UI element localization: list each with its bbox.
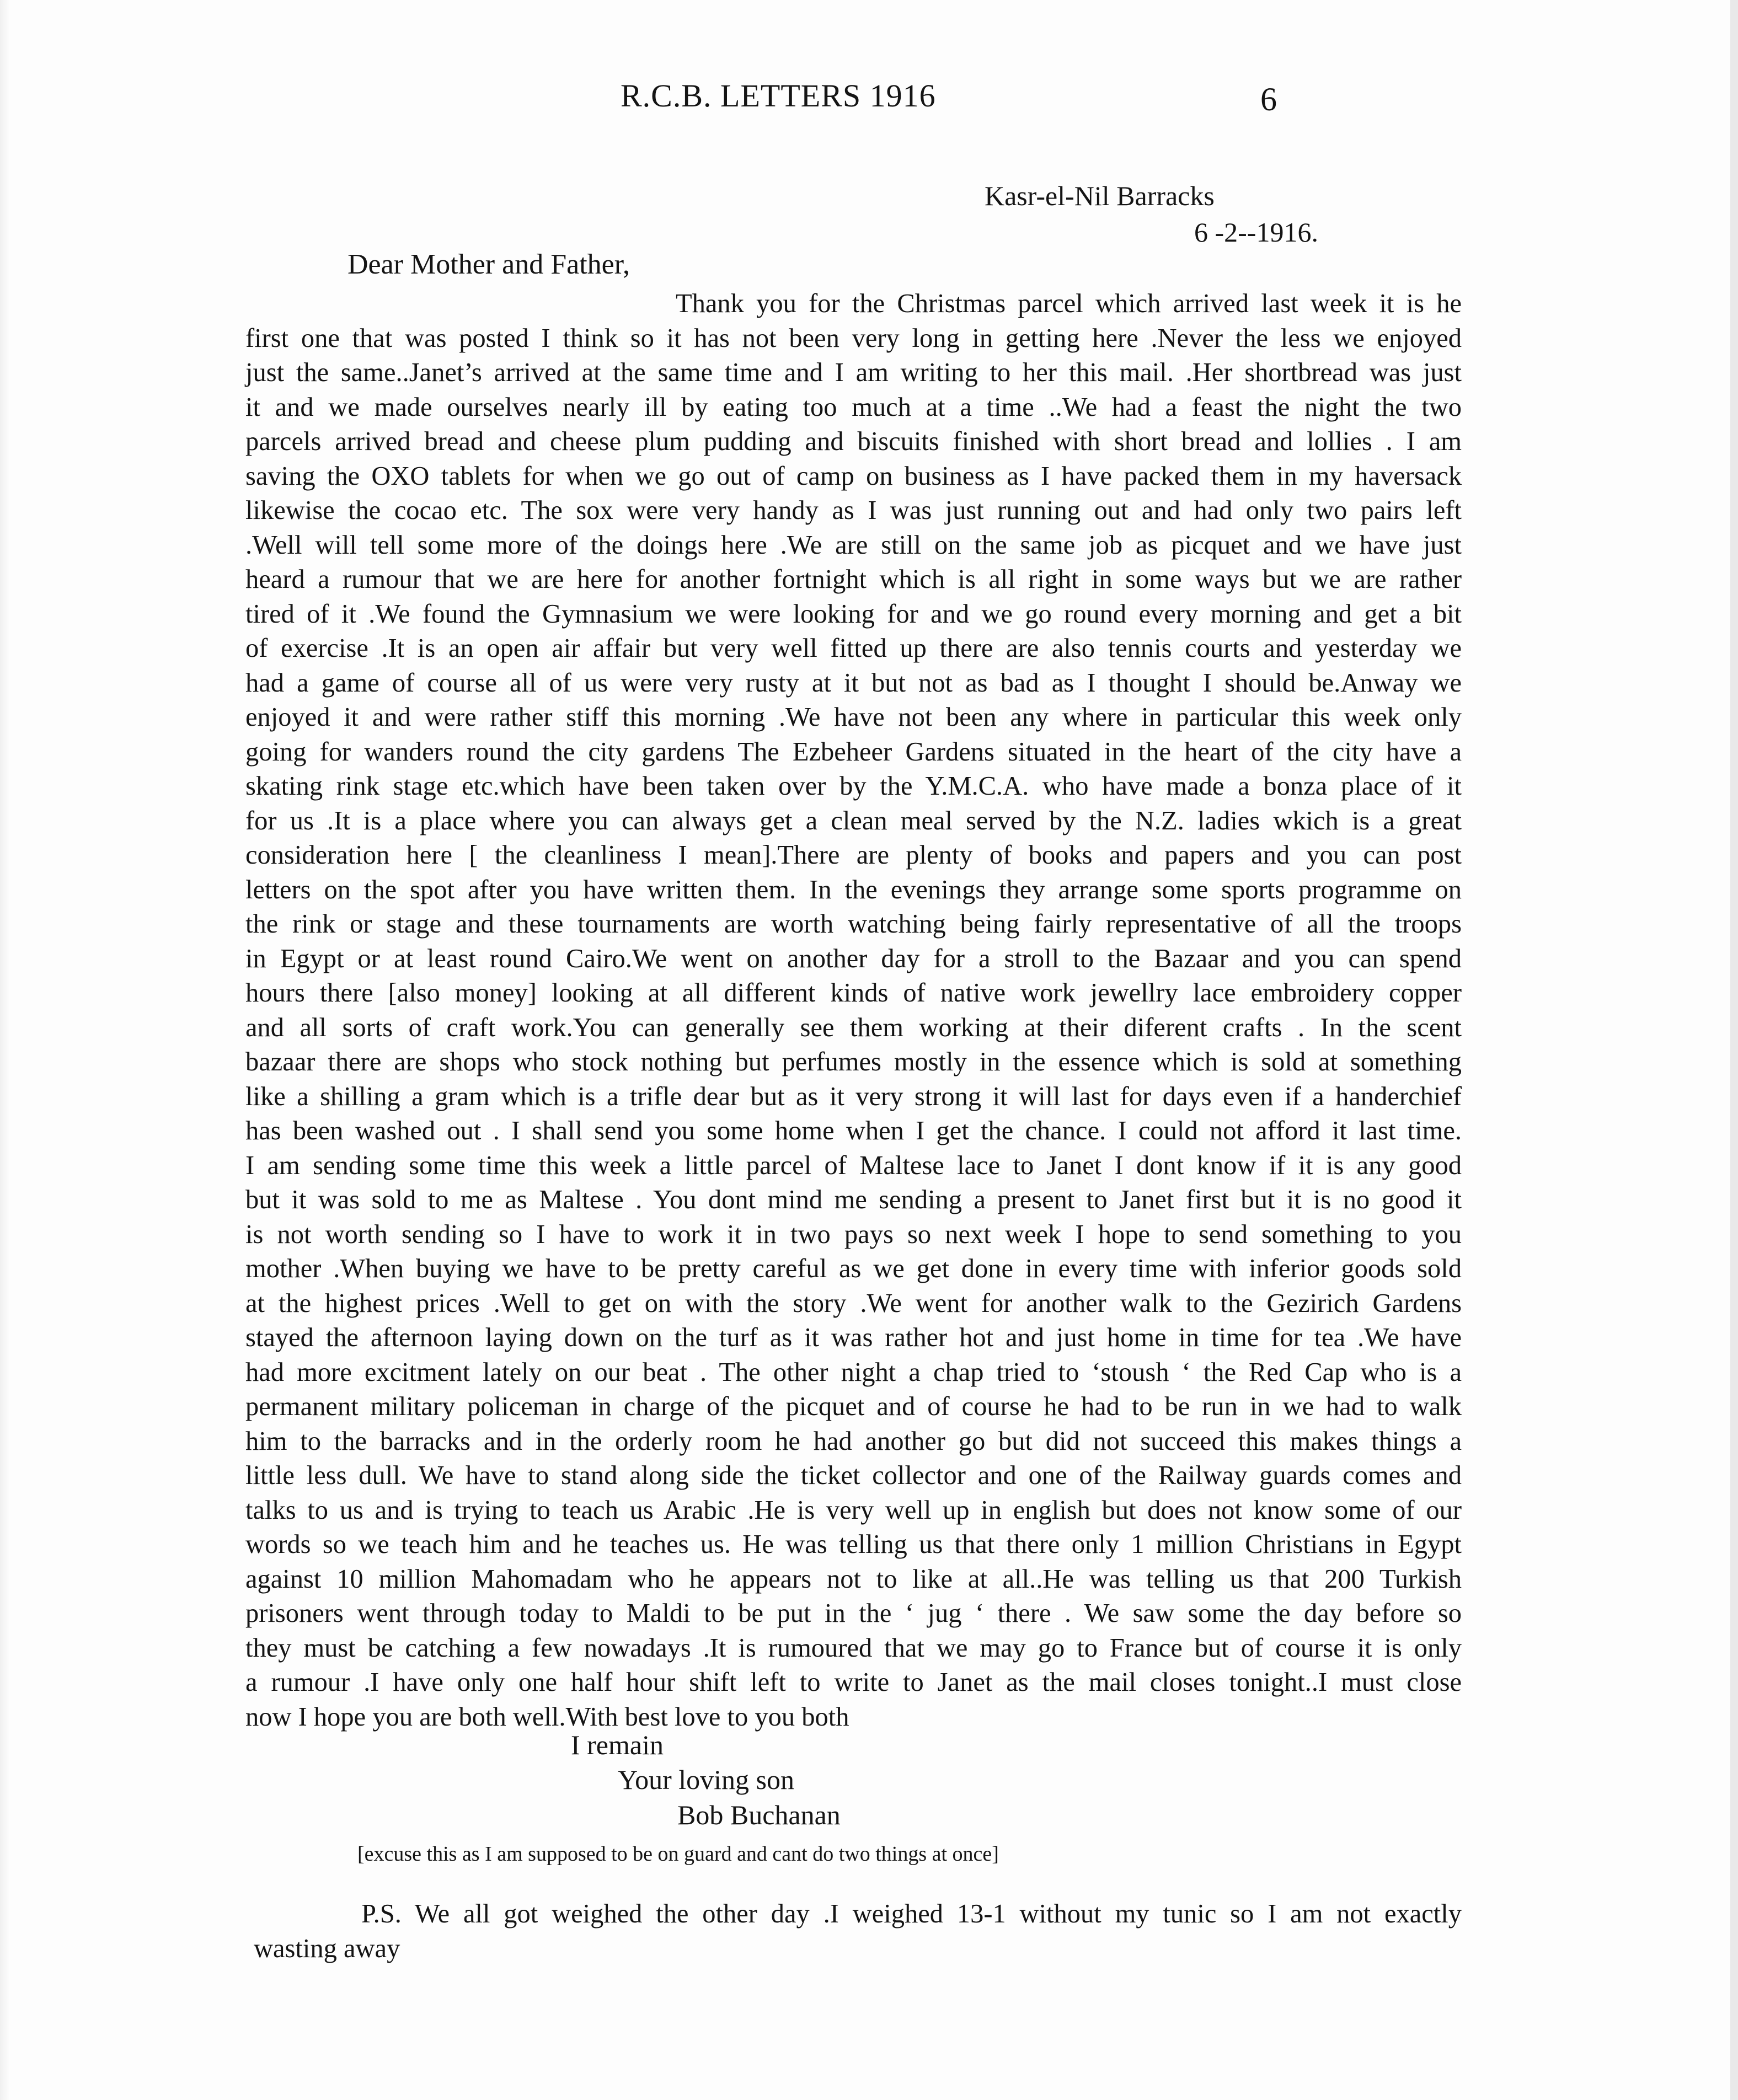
body-line: tired of it .We found the Gymnasium we were looking for and we go round every morning and get a bit bbox=[245, 599, 1462, 629]
body-line: stayed the afternoon laying down on the turf as it was rather hot and just home in time for tea .We have bbox=[245, 1323, 1462, 1352]
body-line: parcels arrived bread and cheese plum pudding and biscuits finished with short bread and lollies . I am bbox=[245, 427, 1462, 456]
body-line: had more excitment lately on our beat . The other night a chap tried to ‘stoush ‘ the Red Cap who is a bbox=[245, 1357, 1462, 1387]
body-line: likewise the cocao etc. The sox were very handy as I was just running out and had only two pairs left bbox=[245, 496, 1462, 525]
body-line: first one that was posted I think so it has not been very long in getting here .Never the less we enjoyed bbox=[245, 323, 1462, 353]
body-line: heard a rumour that we are here for another fortnight which is all right in some ways but we are rather bbox=[245, 565, 1462, 594]
body-line: permanent military policeman in charge of the picquet and of course he had to be run in we had to walk bbox=[245, 1392, 1462, 1421]
body-line: skating rink stage etc.which have been taken over by the Y.M.C.A. who have made a bonza place of it bbox=[245, 772, 1462, 801]
body-line: .Well will tell some more of the doings here .We are still on the same job as picquet and we have just bbox=[245, 530, 1462, 560]
closing-remain: I remain bbox=[571, 1729, 664, 1760]
body-line: at the highest prices .Well to get on with the story .We went for another walk to the Gezirich Gardens bbox=[245, 1288, 1462, 1318]
body-line: is not worth sending so I have to work it in two pays so next week I hope to send something to you bbox=[245, 1219, 1462, 1249]
guard-note: [excuse this as I am supposed to be on guard and cant do two things at once] bbox=[357, 1842, 999, 1866]
signature: Bob Buchanan bbox=[677, 1799, 841, 1830]
body-line: letters on the spot after you have written them. In the evenings they arrange some sports programme on bbox=[245, 875, 1462, 904]
body-line: saving the OXO tablets for when we go out of camp on business as I have packed them in my haversack bbox=[245, 461, 1462, 491]
scan-edge-right bbox=[1730, 0, 1738, 2100]
letter-body bbox=[245, 287, 1462, 1734]
body-line: the rink or stage and these tournaments are worth watching being fairly representative of all the troops bbox=[245, 909, 1462, 939]
body-line: but it was sold to me as Maltese . You dont mind me sending a present to Janet first but it is no good it bbox=[245, 1185, 1462, 1214]
letter-date: 6 -2--1916. bbox=[1194, 217, 1318, 248]
postscript bbox=[254, 1897, 1462, 1966]
scan-edge-left bbox=[0, 0, 10, 2100]
body-line: I am sending some time this week a little parcel of Maltese lace to Janet I dont know if it is any good bbox=[245, 1150, 1462, 1180]
body-line: words so we teach him and he teaches us. He was telling us that there only 1 million Christians in Egypt bbox=[245, 1530, 1462, 1559]
body-line: him to the barracks and in the orderly room he had another go but did not succeed this makes things a bbox=[245, 1426, 1462, 1456]
body-line: bazaar there are shops who stock nothing but perfumes mostly in the essence which is sold at something bbox=[245, 1047, 1462, 1076]
body-line: against 10 million Mahomadam who he appears not to like at all..He was telling us that 200 Turkish bbox=[245, 1564, 1462, 1594]
body-line: enjoyed it and were rather stiff this morning .We have not been any where in particular this week only bbox=[245, 703, 1462, 732]
body-line: it and we made ourselves nearly ill by eating too much at a time ..We had a feast the night the two bbox=[245, 392, 1462, 422]
body-line: a rumour .I have only one half hour shift left to write to Janet as the mail closes tonight..I must close bbox=[245, 1668, 1462, 1697]
body-line: mother .When buying we have to be pretty careful as we get done in every time with inferior goods sold bbox=[245, 1254, 1462, 1283]
postscript-line: P.S. We all got weighed the other day .I weighed 13-1 without my tunic so I am not exactly bbox=[361, 1899, 1462, 1928]
letter-place: Kasr-el-Nil Barracks bbox=[985, 180, 1215, 211]
body-line: now I hope you are both well.With best love to you both bbox=[245, 1702, 849, 1732]
body-line: and all sorts of craft work.You can generally see them working at their diferent crafts . In the scent bbox=[245, 1013, 1462, 1042]
body-line: little less dull. We have to stand along side the ticket collector and one of the Railway guards comes and bbox=[245, 1461, 1462, 1490]
postscript-line: wasting away bbox=[254, 1933, 400, 1963]
body-line: for us .It is a place where you can always get a clean meal served by the N.Z. ladies wkich is a great bbox=[245, 806, 1462, 835]
closing-loving-son: Your loving son bbox=[618, 1764, 794, 1795]
body-line: just the same..Janet’s arrived at the same time and I am writing to her this mail. .Her shortbread was just bbox=[245, 358, 1462, 387]
body-line: had a game of course all of us were very rusty at it but not as bad as I thought I should be.Anway we bbox=[245, 668, 1462, 698]
body-line: prisoners went through today to Maldi to be put in the ‘ jug ‘ there . We saw some the day before so bbox=[245, 1599, 1462, 1628]
body-line: of exercise .It is an open air affair but very well fitted up there are also tennis courts and yesterday we bbox=[245, 634, 1462, 663]
body-line: Thank you for the Christmas parcel which arrived last week it is he bbox=[676, 289, 1462, 318]
body-line: consideration here [ the cleanliness I mean].There are plenty of books and papers and you can post bbox=[245, 840, 1462, 870]
header-title: R.C.B. LETTERS 1916 bbox=[621, 78, 936, 114]
page-number: 6 bbox=[1260, 81, 1277, 117]
body-line: talks to us and is trying to teach us Arabic .He is very well up in english but does not know some of our bbox=[245, 1495, 1462, 1525]
body-line: they must be catching a few nowadays .It is rumoured that we may go to France but of course it is only bbox=[245, 1633, 1462, 1663]
body-line: going for wanders round the city gardens The Ezbeheer Gardens situated in the heart of the city have a bbox=[245, 737, 1462, 767]
body-line: in Egypt or at least round Cairo.We went on another day for a stroll to the Bazaar and you can spend bbox=[245, 944, 1462, 973]
letter-salutation: Dear Mother and Father, bbox=[347, 249, 630, 280]
body-line: like a shilling a gram which is a trifle dear but as it very strong it will last for days even if a handerchief bbox=[245, 1081, 1462, 1111]
body-line: hours there [also money] looking at all different kinds of native work jewellry lace embroidery copper bbox=[245, 978, 1462, 1008]
body-line: has been washed out . I shall send you some home when I get the chance. I could not afford it last time. bbox=[245, 1116, 1462, 1145]
